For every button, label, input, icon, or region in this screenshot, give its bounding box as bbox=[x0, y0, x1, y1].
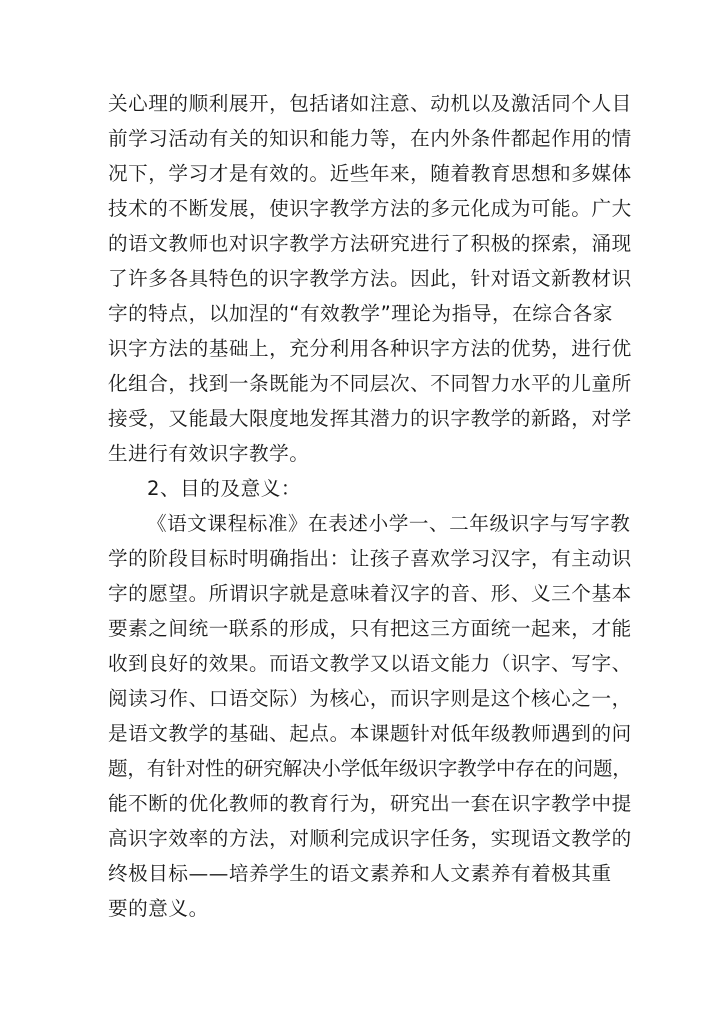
paragraph-2-line: 字的愿望。所谓识字就是意味着汉字的音、形、义三个基本 bbox=[108, 582, 632, 605]
paragraph-2-line: 终极目标——培养学生的语文素养和人文素养有着极其重 bbox=[108, 862, 612, 885]
section-heading: 2、目的及意义： bbox=[147, 477, 302, 500]
paragraph-1-line: 字的特点，以加涅的“有效教学”理论为指导，在综合各家 bbox=[108, 302, 613, 325]
paragraph-2-line: 收到良好的效果。而语文教学又以语文能力（识字、写字、 bbox=[108, 652, 632, 675]
paragraph-1-line: 生进行有效识字教学。 bbox=[108, 442, 310, 465]
paragraph-1-line: 况下，学习才是有效的。近些年来，随着教育思想和多媒体 bbox=[108, 162, 632, 185]
paragraph-2-line: 《语文课程标准》在表述小学一、二年级识字与写字教 bbox=[147, 512, 631, 535]
paragraph-1-line: 接受，又能最大限度地发挥其潜力的识字教学的新路，对学 bbox=[108, 407, 632, 430]
paragraph-1-line: 化组合，找到一条既能为不同层次、不同智力水平的儿童所 bbox=[108, 372, 632, 395]
paragraph-1-line: 技术的不断发展，使识字教学方法的多元化成为可能。广大 bbox=[108, 197, 632, 220]
paragraph-2-line: 是语文教学的基础、起点。本课题针对低年级教师遇到的问 bbox=[108, 722, 632, 745]
paragraph-1-line: 识字方法的基础上，充分利用各种识字方法的优势，进行优 bbox=[108, 337, 632, 360]
paragraph-2-line: 阅读习作、口语交际）为核心，而识字则是这个核心之一， bbox=[108, 687, 632, 710]
paragraph-1-line: 的语文教师也对识字教学方法研究进行了积极的探索，涌现 bbox=[108, 232, 632, 255]
paragraph-2-line: 能不断的优化教师的教育行为，研究出一套在识字教学中提 bbox=[108, 792, 632, 815]
paragraph-1-line: 前学习活动有关的知识和能力等，在内外条件都起作用的情 bbox=[108, 127, 632, 150]
paragraph-2-line: 高识字效率的方法，对顺利完成识字任务，实现语文教学的 bbox=[108, 827, 632, 850]
paragraph-1-line: 关心理的顺利展开，包括诸如注意、动机以及激活同个人目 bbox=[108, 92, 632, 115]
paragraph-2-line: 学的阶段目标时明确指出：让孩子喜欢学习汉字，有主动识 bbox=[108, 547, 632, 570]
paragraph-2-line: 题，有针对性的研究解决小学低年级识字教学中存在的问题， bbox=[108, 757, 632, 780]
paragraph-2-line: 要的意义。 bbox=[108, 897, 209, 920]
paragraph-2-line: 要素之间统一联系的形成，只有把这三方面统一起来，才能 bbox=[108, 617, 632, 640]
paragraph-1-line: 了许多各具特色的识字教学方法。因此，针对语文新教材识 bbox=[108, 267, 632, 290]
